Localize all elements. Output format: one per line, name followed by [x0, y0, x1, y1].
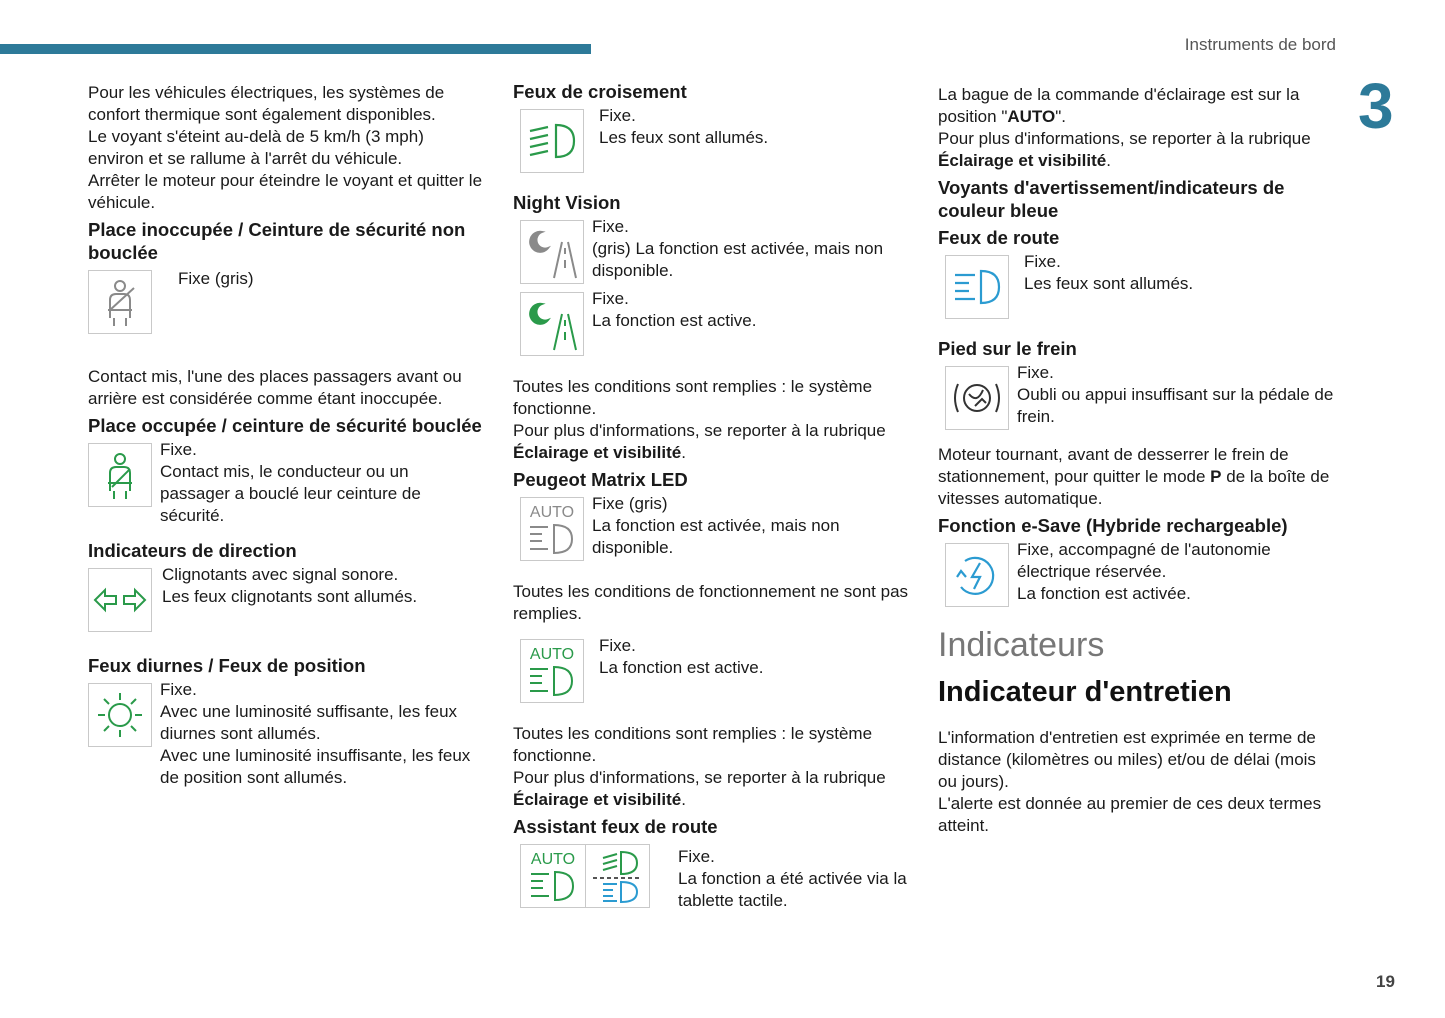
night-paragraph: Toutes les conditions sont remplies : le système fonctionne. — [513, 377, 873, 418]
matrix-paragraph: Toutes les conditions sont remplies : le système fonctionne. — [513, 724, 873, 765]
page-number: 19 — [1376, 972, 1395, 991]
heading-brake: Pied sur le frein — [938, 338, 1077, 359]
service-paragraph: L'alerte est donnée au premier de ces deux termes atteint. — [938, 794, 1322, 835]
dipped-line: Fixe. — [599, 106, 636, 125]
chapter-number: 3 — [1358, 70, 1394, 142]
indicators-line: Clignotants avec signal sonore. — [162, 565, 399, 584]
seat-taken-line: Fixe. — [160, 440, 197, 459]
matrix-green-line: Fixe. — [599, 636, 636, 655]
high-beam-assist-icon — [520, 844, 650, 908]
indicators-line: Les feux clignotants sont allumés. — [162, 587, 418, 606]
intro-auto: La bague de la commande d'éclairage est sur la position "AUTO". — [938, 85, 1300, 126]
main-beam-line: Les feux sont allumés. — [1024, 274, 1194, 293]
heading-high-beam-assist: Assistant feux de route — [513, 816, 718, 837]
turn-signal-arrows-icon — [88, 568, 152, 632]
auto-label: AUTO — [530, 851, 575, 868]
esave-line: La fonction est activée. — [1017, 584, 1191, 603]
header-accent-bar — [0, 44, 591, 54]
heading-blue-indicators: Voyants d'avertissement/indicateurs de couleur bleue — [938, 177, 1285, 221]
section-title-indicateurs: Indicateurs — [938, 626, 1105, 664]
heading-night-vision: Night Vision — [513, 192, 621, 213]
heading-seat-empty: Place inoccupée / Ceinture de sécurité non bouclée — [88, 219, 466, 263]
service-paragraph: L'information d'entretien est exprimée en terme de distance (kilomètres ou miles) et/ou de délai (mois ou jours). — [938, 728, 1316, 791]
subsection-title-service: Indicateur d'entretien — [938, 676, 1232, 708]
assist-line: Fixe. — [678, 847, 715, 866]
column-middle — [513, 80, 913, 924]
esave-icon — [945, 543, 1009, 607]
heading-dipped-beam: Feux de croisement — [513, 81, 687, 102]
main-beam-icon — [945, 255, 1009, 319]
matrix-led-auto-grey-icon — [520, 497, 584, 561]
reference-link-lighting: Éclairage et visibilité — [513, 443, 682, 462]
night-paragraph-ref: Pour plus d'informations, se reporter à la rubrique Éclairage et visibilité. — [513, 421, 886, 462]
main-beam-line: Fixe. — [1024, 252, 1061, 271]
night-vision-green-icon — [520, 292, 584, 356]
matrix-green-line: La fonction est active. — [599, 658, 764, 677]
auto-label: AUTO — [529, 646, 575, 663]
assist-line: La fonction a été activée via la tablette tactile. — [678, 869, 907, 910]
seat-taken-line: Contact mis, le conducteur ou un passager a bouclé leur ceinture de sécurité. — [160, 462, 421, 525]
matrix-grey-line: La fonction est activée, mais non disponible. — [592, 516, 840, 557]
heading-esave: Fonction e-Save (Hybride rechargeable) — [938, 515, 1288, 536]
intro-line: Le voyant s'éteint au-delà de 5 km/h (3 mph) environ et se rallume à l'arrêt du véhicule. — [88, 127, 424, 168]
seat-empty-desc: Fixe (gris) — [178, 269, 254, 288]
brake-line: Oubli ou appui insuffisant sur la pédale de frein. — [1017, 385, 1334, 426]
heading-indicators: Indicateurs de direction — [88, 540, 297, 561]
brake-line: Fixe. — [1017, 363, 1054, 382]
reference-link-lighting: Éclairage et visibilité — [513, 790, 682, 809]
section-header-title: Instruments de bord — [1184, 35, 1336, 54]
seatbelt-green-icon — [88, 443, 152, 507]
night-grey-line: (gris) La fonction est activée, mais non disponible. — [592, 239, 884, 280]
foot-on-brake-icon — [945, 366, 1009, 430]
heading-daylight: Feux diurnes / Feux de position — [88, 655, 366, 676]
daylight-line: Fixe. — [160, 680, 197, 699]
intro-line: Pour les véhicules électriques, les systèmes de confort thermique sont également disponibles. — [88, 83, 445, 124]
intro-line: Arrêter le moteur pour éteindre le voyant et quitter le véhicule. — [88, 171, 483, 212]
column-right — [938, 84, 1338, 837]
dipped-beam-icon — [520, 109, 584, 173]
sidelights-sun-icon — [88, 683, 152, 747]
heading-main-beam: Feux de route — [938, 227, 1060, 248]
reference-link-lighting: Éclairage et visibilité — [938, 151, 1107, 170]
intro-ref: Pour plus d'informations, se reporter à la rubrique Éclairage et visibilité. — [938, 129, 1311, 170]
matrix-paragraph: Toutes les conditions de fonctionnement ne sont pas remplies. — [513, 582, 909, 623]
brake-paragraph: Moteur tournant, avant de desserrer le frein de stationnement, pour quitter le mode P de la boîte de vitesses automatique. — [938, 445, 1330, 508]
night-grey-line: Fixe. — [592, 217, 629, 236]
heading-matrix-led: Peugeot Matrix LED — [513, 469, 688, 490]
matrix-grey-line: Fixe (gris) — [592, 494, 668, 513]
auto-label: AUTO — [529, 504, 575, 521]
daylight-line: Avec une luminosité insuffisante, les feux de position sont allumés. — [160, 746, 471, 787]
seat-empty-paragraph: Contact mis, l'une des places passagers avant ou arrière est considérée comme étant inoccupée. — [88, 367, 462, 408]
heading-seat-taken: Place occupée / ceinture de sécurité bouclée — [88, 415, 482, 436]
night-green-line: La fonction est active. — [592, 311, 757, 330]
column-left — [88, 82, 483, 801]
night-green-line: Fixe. — [592, 289, 629, 308]
seatbelt-grey-icon — [88, 270, 152, 334]
daylight-line: Avec une luminosité suffisante, les feux diurnes sont allumés. — [160, 702, 458, 743]
matrix-led-auto-green-icon — [520, 639, 584, 703]
dipped-line: Les feux sont allumés. — [599, 128, 769, 147]
matrix-paragraph-ref: Pour plus d'informations, se reporter à la rubrique Éclairage et visibilité. — [513, 768, 886, 809]
esave-line: Fixe, accompagné de l'autonomie électrique réservée. — [1017, 540, 1271, 581]
night-vision-grey-icon — [520, 220, 584, 284]
